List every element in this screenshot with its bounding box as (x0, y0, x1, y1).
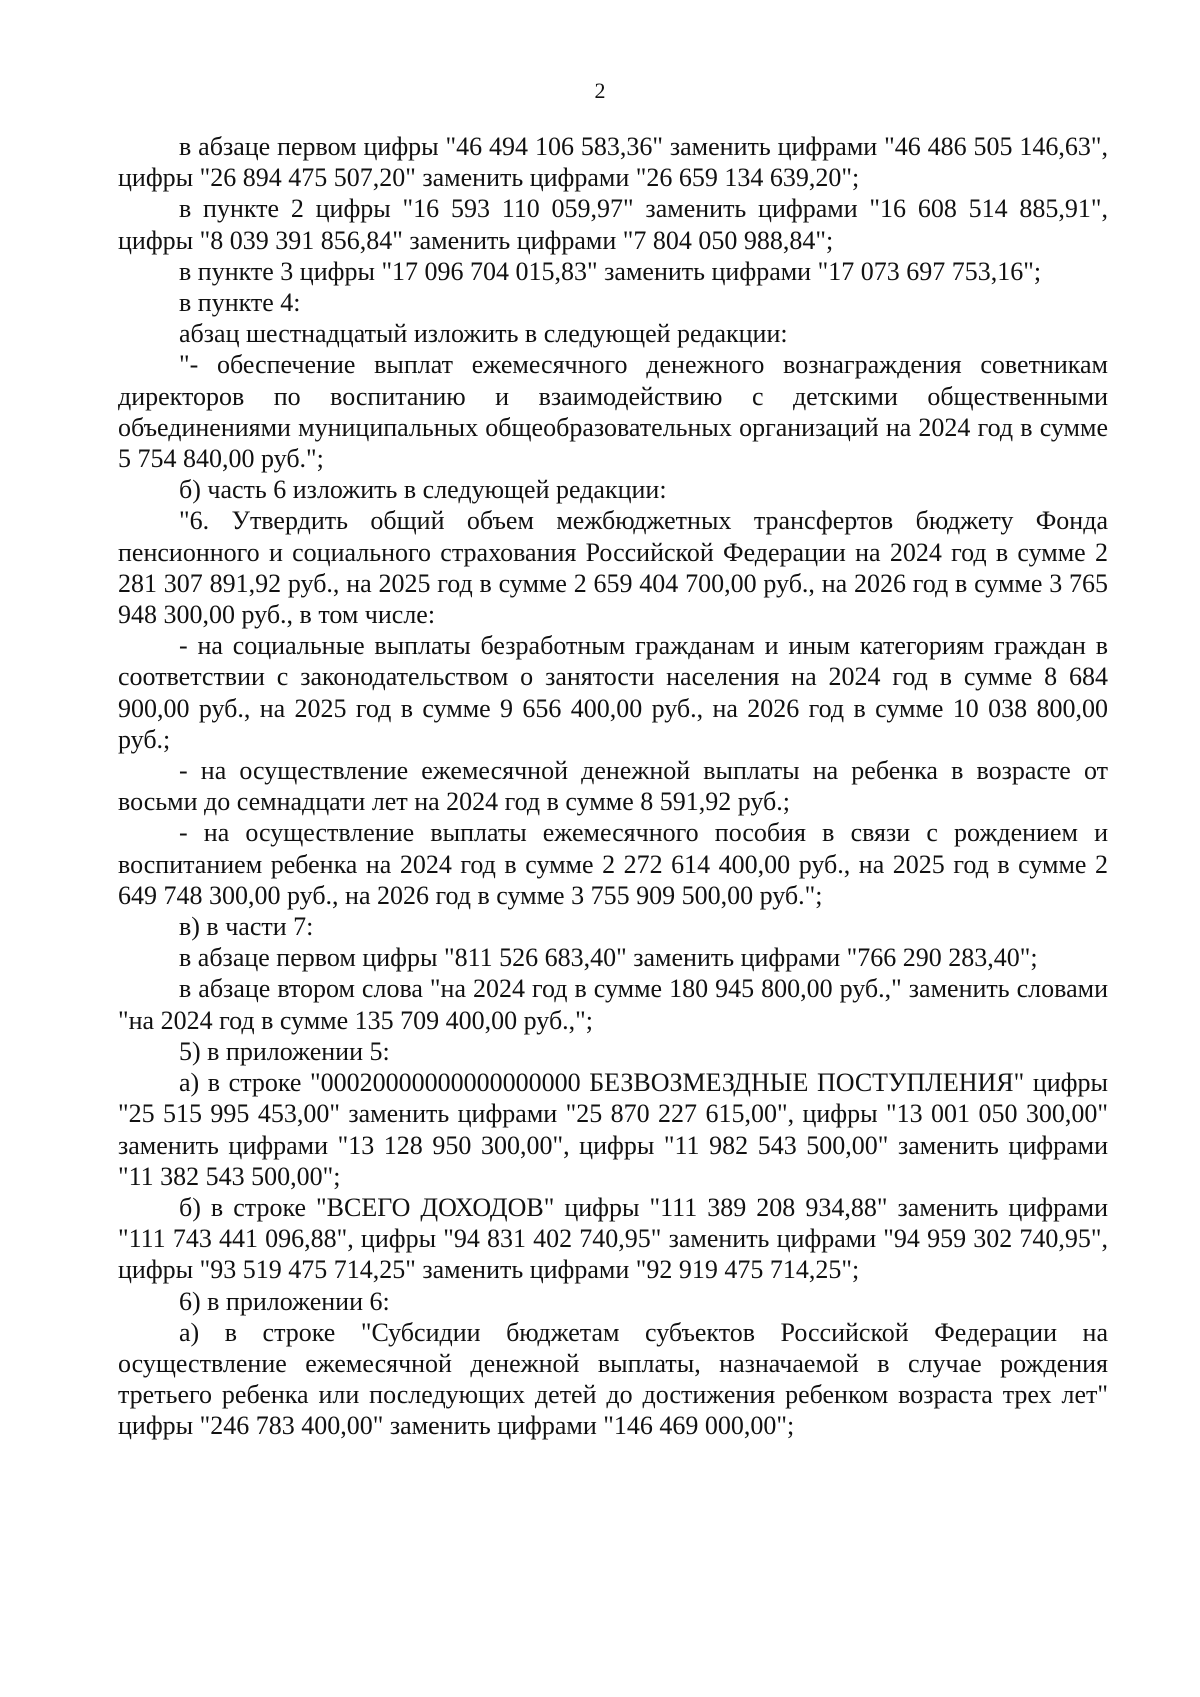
paragraph: - на осуществление выплаты ежемесячного пособия в связи с рождением и воспитанием ребенка на 2024 год в сумме 2 272 614 400,00 руб., на 2025 год в сумме 2 649 748 300,00 руб., на 2026 год в сумме 3 755 909 500,00 руб."; (118, 818, 1108, 910)
paragraph: б) в строке "ВСЕГО ДОХОДОВ" цифры "111 389 208 934,88" заменить цифрами "111 743 441 096,88", цифры "94 831 402 740,95" заменить цифрами "94 959 302 740,95", цифры "93 519 475 714,25" заменить цифрами "92 919 475 714,25"; (118, 1192, 1108, 1285)
paragraph: в абзаце втором слова "на 2024 год в сумме 180 945 800,00 руб.," заменить словами "на 2024 год в сумме 135 709 400,00 руб.,"; (118, 974, 1108, 1035)
paragraph: а) в строке "00020000000000000000 БЕЗВОЗМЕЗДНЫЕ ПОСТУПЛЕНИЯ" цифры "25 515 995 453,00" заменить цифрами "25 870 227 615,00", цифры "13 001 050 300,00" заменить цифрами "13 128 950 300,00", цифры "11 982 543 500,00" заменить цифрами "11 382 543 500,00"; (118, 1068, 1108, 1191)
page-number: 2 (594, 78, 606, 103)
document-body (118, 131, 1108, 1442)
paragraph: в пункте 4: (179, 288, 301, 318)
paragraph: в абзаце первом цифры "46 494 106 583,36" заменить цифрами "46 486 505 146,63", цифры "26 894 475 507,20" заменить цифрами "26 659 134 639,20"; (118, 132, 1108, 193)
paragraph: в абзаце первом цифры "811 526 683,40" заменить цифрами "766 290 283,40"; (179, 943, 1038, 973)
paragraph: б) часть 6 изложить в следующей редакции: (179, 475, 667, 505)
paragraph: "- обеспечение выплат ежемесячного денежного вознаграждения советникам директоров по воспитанию и взаимодействию с детскими общественными объединениями муниципальных общеобразовательных организаций на 2024 год в сумме 5 754 840,00 руб."; (118, 350, 1108, 474)
paragraph: в пункте 2 цифры "16 593 110 059,97" заменить цифрами "16 608 514 885,91", цифры "8 039 391 856,84" заменить цифрами "7 804 050 988,84"; (118, 194, 1108, 255)
paragraph: абзац шестнадцатый изложить в следующей редакции: (179, 319, 788, 349)
paragraph: 5) в приложении 5: (179, 1036, 390, 1066)
paragraph: в пункте 3 цифры "17 096 704 015,83" заменить цифрами "17 073 697 753,16"; (179, 256, 1042, 286)
paragraph: "6. Утвердить общий объем межбюджетных трансфертов бюджету Фонда пенсионного и социального страхования Российской Федерации на 2024 год в сумме 2 281 307 891,92 руб., на 2025 год в сумме 2 659 404 700,00 руб., на 2026 год в сумме 3 765 948 300,00 руб., в том числе: (118, 506, 1108, 630)
paragraph: - на осуществление ежемесячной денежной выплаты на ребенка в возрасте от восьми до семнадцати лет на 2024 год в сумме 8 591,92 руб.; (118, 756, 1108, 817)
paragraph: 6) в приложении 6: (179, 1286, 390, 1316)
paragraph: - на социальные выплаты безработным гражданам и иным категориям граждан в соответствии с законодательством о занятости населения на 2024 год в сумме 8 684 900,00 руб., на 2025 год в сумме 9 656 400,00 руб., на 2026 год в сумме 10 038 800,00 руб.; (118, 631, 1108, 754)
paragraph: а) в строке "Субсидии бюджетам субъектов Российской Федерации на осуществление ежемесячной денежной выплаты, назначаемой в случае рождения третьего ребенка или последующих детей до достижения ребенком возраста трех лет" цифры "246 783 400,00" заменить цифрами "146 469 000,00"; (118, 1317, 1108, 1441)
paragraph: в) в части 7: (179, 912, 314, 942)
